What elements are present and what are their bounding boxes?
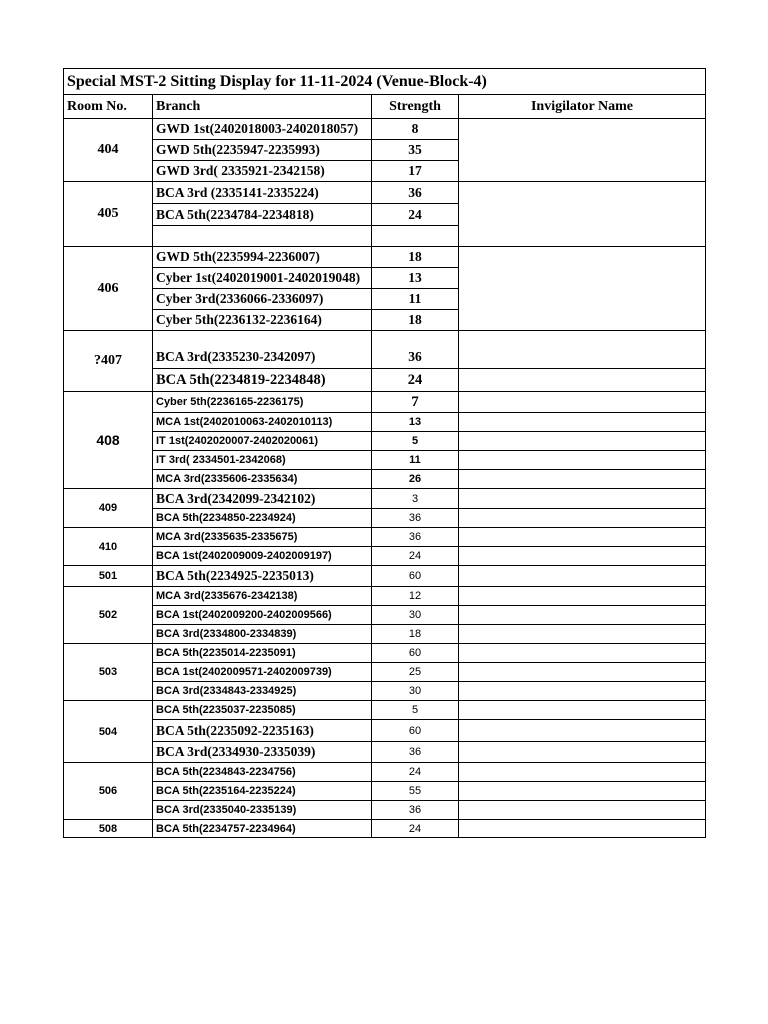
- table-row: [64, 587, 706, 606]
- table-row: [64, 820, 706, 838]
- invigilator-cell[interactable]: [459, 392, 706, 413]
- invigilator-cell[interactable]: [459, 331, 706, 369]
- invigilator-cell[interactable]: [459, 509, 706, 528]
- strength-cell: 24: [372, 547, 459, 566]
- strength-cell: 36: [372, 528, 459, 547]
- invigilator-cell[interactable]: [459, 701, 706, 720]
- sitting-table: [63, 68, 706, 838]
- invigilator-cell[interactable]: [459, 566, 706, 587]
- strength-cell: 5: [372, 432, 459, 451]
- invigilator-cell[interactable]: [459, 489, 706, 509]
- table-row: [64, 701, 706, 720]
- header-room: Room No.: [64, 95, 153, 119]
- invigilator-cell[interactable]: [459, 720, 706, 742]
- branch-cell: MCA 3rd(2335635-2335675): [153, 528, 372, 547]
- strength-cell: 35: [372, 140, 459, 161]
- invigilator-cell[interactable]: [459, 247, 706, 331]
- strength-cell: 12: [372, 587, 459, 606]
- table-row: [64, 331, 706, 369]
- strength-cell: 60: [372, 644, 459, 663]
- branch-cell: GWD 1st(2402018003-2402018057): [153, 119, 372, 140]
- table-row: [64, 182, 706, 204]
- room-number: ?407: [64, 331, 153, 392]
- strength-cell: 7: [372, 392, 459, 413]
- invigilator-cell[interactable]: [459, 663, 706, 682]
- branch-cell: GWD 5th(2235947-2235993): [153, 140, 372, 161]
- branch-cell: BCA 3rd(2334843-2334925): [153, 682, 372, 701]
- room-number: 503: [64, 644, 153, 701]
- strength-cell: 36: [372, 182, 459, 204]
- branch-cell: BCA 5th(2234925-2235013): [153, 566, 372, 587]
- invigilator-cell[interactable]: [459, 587, 706, 606]
- header-strength: Strength: [372, 95, 459, 119]
- branch-cell: [153, 226, 372, 247]
- room-number: 408: [64, 392, 153, 489]
- branch-cell: BCA 5th(2234757-2234964): [153, 820, 372, 838]
- strength-cell: 24: [372, 204, 459, 226]
- branch-cell: BCA 1st(2402009571-2402009739): [153, 663, 372, 682]
- invigilator-cell[interactable]: [459, 625, 706, 644]
- strength-cell: 24: [372, 369, 459, 392]
- room-number: 406: [64, 247, 153, 331]
- invigilator-cell[interactable]: [459, 413, 706, 432]
- strength-cell: 24: [372, 763, 459, 782]
- table-row: [64, 682, 706, 701]
- branch-cell: BCA 1st(2402009200-2402009566): [153, 606, 372, 625]
- table-row: [64, 782, 706, 801]
- table-row: [64, 247, 706, 268]
- strength-cell: 60: [372, 566, 459, 587]
- strength-cell: 13: [372, 268, 459, 289]
- strength-cell: 18: [372, 310, 459, 331]
- strength-cell: 25: [372, 663, 459, 682]
- invigilator-cell[interactable]: [459, 547, 706, 566]
- strength-cell: 5: [372, 701, 459, 720]
- table-row: [64, 720, 706, 742]
- table-row: [64, 489, 706, 509]
- room-number: 504: [64, 701, 153, 763]
- branch-cell: MCA 3rd(2335676-2342138): [153, 587, 372, 606]
- table-row: [64, 509, 706, 528]
- strength-cell: 24: [372, 820, 459, 838]
- strength-cell: 11: [372, 451, 459, 470]
- branch-cell: BCA 5th(2235092-2235163): [153, 720, 372, 742]
- invigilator-cell[interactable]: [459, 801, 706, 820]
- invigilator-cell[interactable]: [459, 763, 706, 782]
- table-row: [64, 742, 706, 763]
- branch-cell: IT 1st(2402020007-2402020061): [153, 432, 372, 451]
- branch-cell: BCA 5th(2234850-2234924): [153, 509, 372, 528]
- branch-cell: BCA 3rd(2335230-2342097): [153, 331, 372, 369]
- room-number: 501: [64, 566, 153, 587]
- room-number: 508: [64, 820, 153, 838]
- table-row: [64, 606, 706, 625]
- branch-cell: BCA 3rd(2335040-2335139): [153, 801, 372, 820]
- table-row: [64, 566, 706, 587]
- strength-cell: 11: [372, 289, 459, 310]
- table-row: [64, 413, 706, 432]
- table-row: [64, 644, 706, 663]
- branch-cell: BCA 5th(2235037-2235085): [153, 701, 372, 720]
- strength-cell: 18: [372, 247, 459, 268]
- branch-cell: BCA 1st(2402009009-2402009197): [153, 547, 372, 566]
- header-branch: Branch: [153, 95, 372, 119]
- branch-cell: IT 3rd( 2334501-2342068): [153, 451, 372, 470]
- branch-cell: Cyber 3rd(2336066-2336097): [153, 289, 372, 310]
- room-number: 506: [64, 763, 153, 820]
- table-row: [64, 625, 706, 644]
- strength-cell: 55: [372, 782, 459, 801]
- table-row: [64, 369, 706, 392]
- room-number: 405: [64, 182, 153, 247]
- branch-cell: BCA 5th(2235164-2235224): [153, 782, 372, 801]
- invigilator-cell[interactable]: [459, 782, 706, 801]
- invigilator-cell[interactable]: [459, 451, 706, 470]
- branch-cell: BCA 3rd (2335141-2335224): [153, 182, 372, 204]
- invigilator-cell[interactable]: [459, 606, 706, 625]
- strength-cell: 36: [372, 801, 459, 820]
- strength-cell: 30: [372, 606, 459, 625]
- room-number: 410: [64, 528, 153, 566]
- strength-cell: 18: [372, 625, 459, 644]
- strength-cell: 3: [372, 489, 459, 509]
- strength-cell: 8: [372, 119, 459, 140]
- invigilator-cell[interactable]: [459, 528, 706, 547]
- strength-cell: 30: [372, 682, 459, 701]
- invigilator-cell[interactable]: [459, 432, 706, 451]
- table-row: [64, 763, 706, 782]
- strength-cell: 60: [372, 720, 459, 742]
- invigilator-cell[interactable]: [459, 644, 706, 663]
- branch-cell: BCA 5th(2235014-2235091): [153, 644, 372, 663]
- invigilator-cell[interactable]: [459, 119, 706, 182]
- strength-cell: 36: [372, 509, 459, 528]
- strength-cell: 17: [372, 161, 459, 182]
- branch-cell: MCA 1st(2402010063-2402010113): [153, 413, 372, 432]
- invigilator-cell[interactable]: [459, 682, 706, 701]
- branch-cell: MCA 3rd(2335606-2335634): [153, 470, 372, 489]
- branch-cell: Cyber 5th(2236132-2236164): [153, 310, 372, 331]
- room-number: 502: [64, 587, 153, 644]
- strength-cell: 36: [372, 742, 459, 763]
- branch-cell: Cyber 5th(2236165-2236175): [153, 392, 372, 413]
- invigilator-cell[interactable]: [459, 182, 706, 247]
- header-invigilator: Invigilator Name: [459, 95, 706, 119]
- strength-cell: 13: [372, 413, 459, 432]
- table-row: [64, 663, 706, 682]
- page-title: Special MST-2 Sitting Display for 11-11-2024 (Venue-Block-4): [64, 69, 706, 95]
- branch-cell: GWD 5th(2235994-2236007): [153, 247, 372, 268]
- table-row: [64, 119, 706, 140]
- room-number: 409: [64, 489, 153, 528]
- table-row: [64, 432, 706, 451]
- invigilator-cell[interactable]: [459, 369, 706, 392]
- table-row: [64, 528, 706, 547]
- table-row: [64, 470, 706, 489]
- table-row: [64, 392, 706, 413]
- branch-cell: BCA 3rd(2334930-2335039): [153, 742, 372, 763]
- branch-cell: Cyber 1st(2402019001-2402019048): [153, 268, 372, 289]
- table-row: [64, 547, 706, 566]
- strength-cell: [372, 226, 459, 247]
- strength-cell: 36: [372, 331, 459, 369]
- branch-cell: BCA 5th(2234819-2234848): [153, 369, 372, 392]
- invigilator-cell[interactable]: [459, 742, 706, 763]
- branch-cell: BCA 3rd(2334800-2334839): [153, 625, 372, 644]
- strength-cell: 26: [372, 470, 459, 489]
- branch-cell: GWD 3rd( 2335921-2342158): [153, 161, 372, 182]
- table-row: [64, 801, 706, 820]
- branch-cell: BCA 5th(2234843-2234756): [153, 763, 372, 782]
- invigilator-cell[interactable]: [459, 820, 706, 838]
- room-number: 404: [64, 119, 153, 182]
- branch-cell: BCA 5th(2234784-2234818): [153, 204, 372, 226]
- invigilator-cell[interactable]: [459, 470, 706, 489]
- branch-cell: BCA 3rd(2342099-2342102): [153, 489, 372, 509]
- table-row: [64, 451, 706, 470]
